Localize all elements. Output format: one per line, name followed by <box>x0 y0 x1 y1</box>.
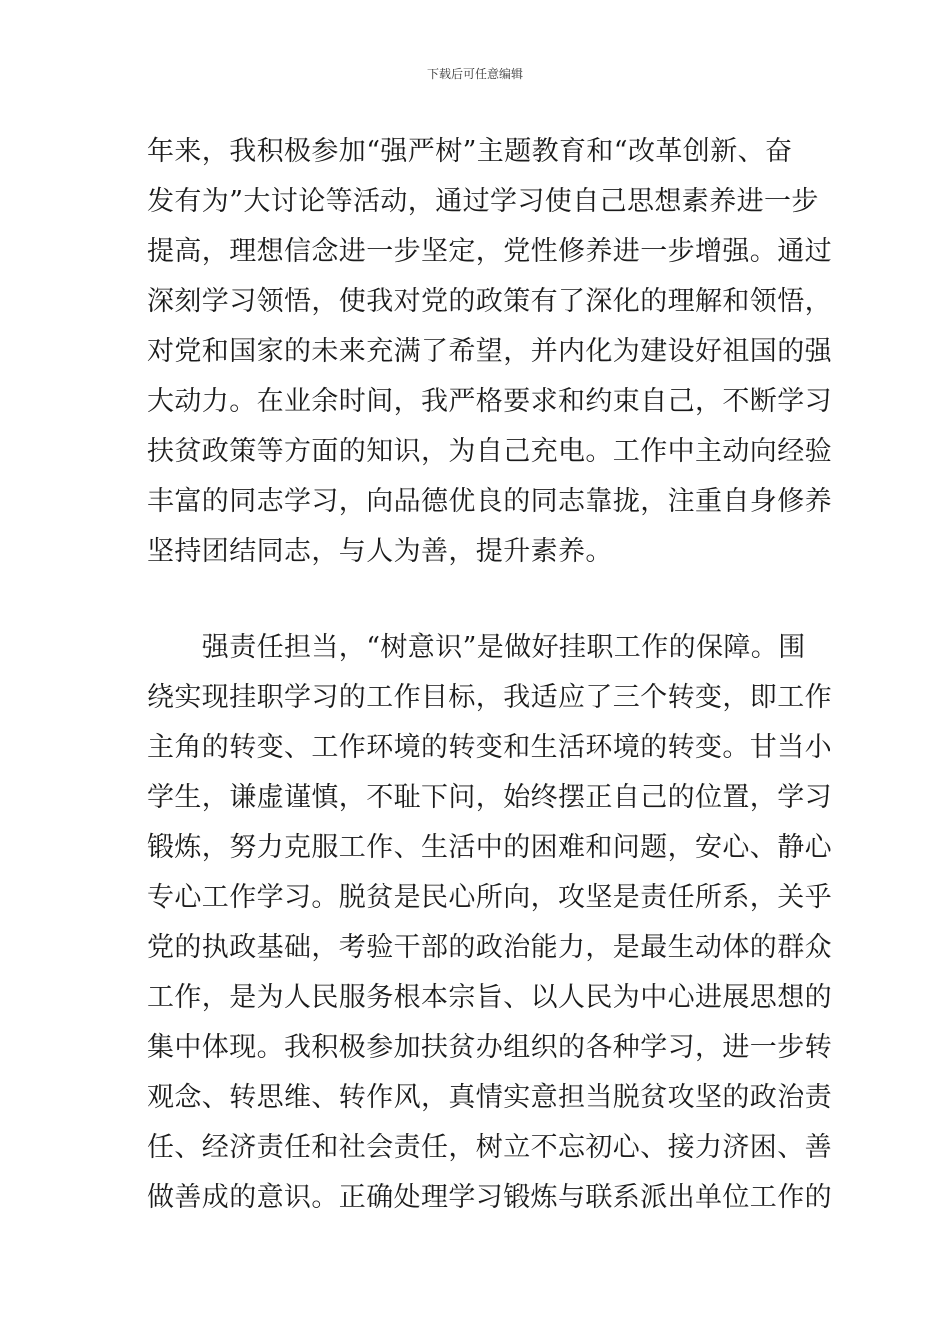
text-line: 党的执政基础，考验干部的政治能力，是最生动体的群众 <box>147 932 832 963</box>
page-header-note: 下载后可任意编辑 <box>426 67 523 81</box>
text-line: 提高，理想信念进一步坚定，党性修养进一步增强。通过 <box>147 236 832 267</box>
text-line: 任、经济责任和社会责任，树立不忘初心、接力济困、善 <box>147 1132 832 1163</box>
body-paragraph-2 <box>147 623 832 1223</box>
text-line: 丰富的同志学习，向品德优良的同志靠拢，注重自身修养 <box>147 486 832 517</box>
text-line: 深刻学习领悟，使我对党的政策有了深化的理解和领悟， <box>147 286 832 317</box>
text-line: 工作，是为人民服务根本宗旨、以人民为中心进展思想的 <box>147 982 832 1013</box>
text-line: 对党和国家的未来充满了希望，并内化为建设好祖国的强 <box>147 336 832 367</box>
text-line: 集中体现。我积极参加扶贫办组织的各种学习，进一步转 <box>147 1032 832 1063</box>
text-line: 专心工作学习。脱贫是民心所向，攻坚是责任所系，关乎 <box>147 882 832 913</box>
text-line: 坚持团结同志，与人为善，提升素养。 <box>147 536 613 567</box>
text-line: 观念、转思维、转作风，真情实意担当脱贫攻坚的政治责 <box>147 1082 832 1113</box>
text-line: 大动力。在业余时间，我严格要求和约束自己，不断学习 <box>147 386 832 417</box>
text-line: 学生，谦虚谨慎，不耻下问，始终摆正自己的位置，学习 <box>147 782 832 813</box>
text-line: 主角的转变、工作环境的转变和生活环境的转变。甘当小 <box>147 732 832 763</box>
text-line: 做善成的意识。正确处理学习锻炼与联系派出单位工作的 <box>147 1182 832 1213</box>
text-line: 扶贫政策等方面的知识，为自己充电。工作中主动向经验 <box>147 436 832 467</box>
text-line: 强责任担当，“树意识”是做好挂职工作的保障。围 <box>147 632 806 663</box>
text-line: 年来，我积极参加“强严树”主题教育和“改革创新、奋 <box>147 136 793 167</box>
text-line: 锻炼，努力克服工作、生活中的困难和问题，安心、静心 <box>147 832 832 863</box>
text-line: 绕实现挂职学习的工作目标，我适应了三个转变，即工作 <box>147 682 832 713</box>
body-paragraph-1 <box>147 127 832 577</box>
text-line: 发有为”大讨论等活动，通过学习使自己思想素养进一步 <box>147 186 819 217</box>
